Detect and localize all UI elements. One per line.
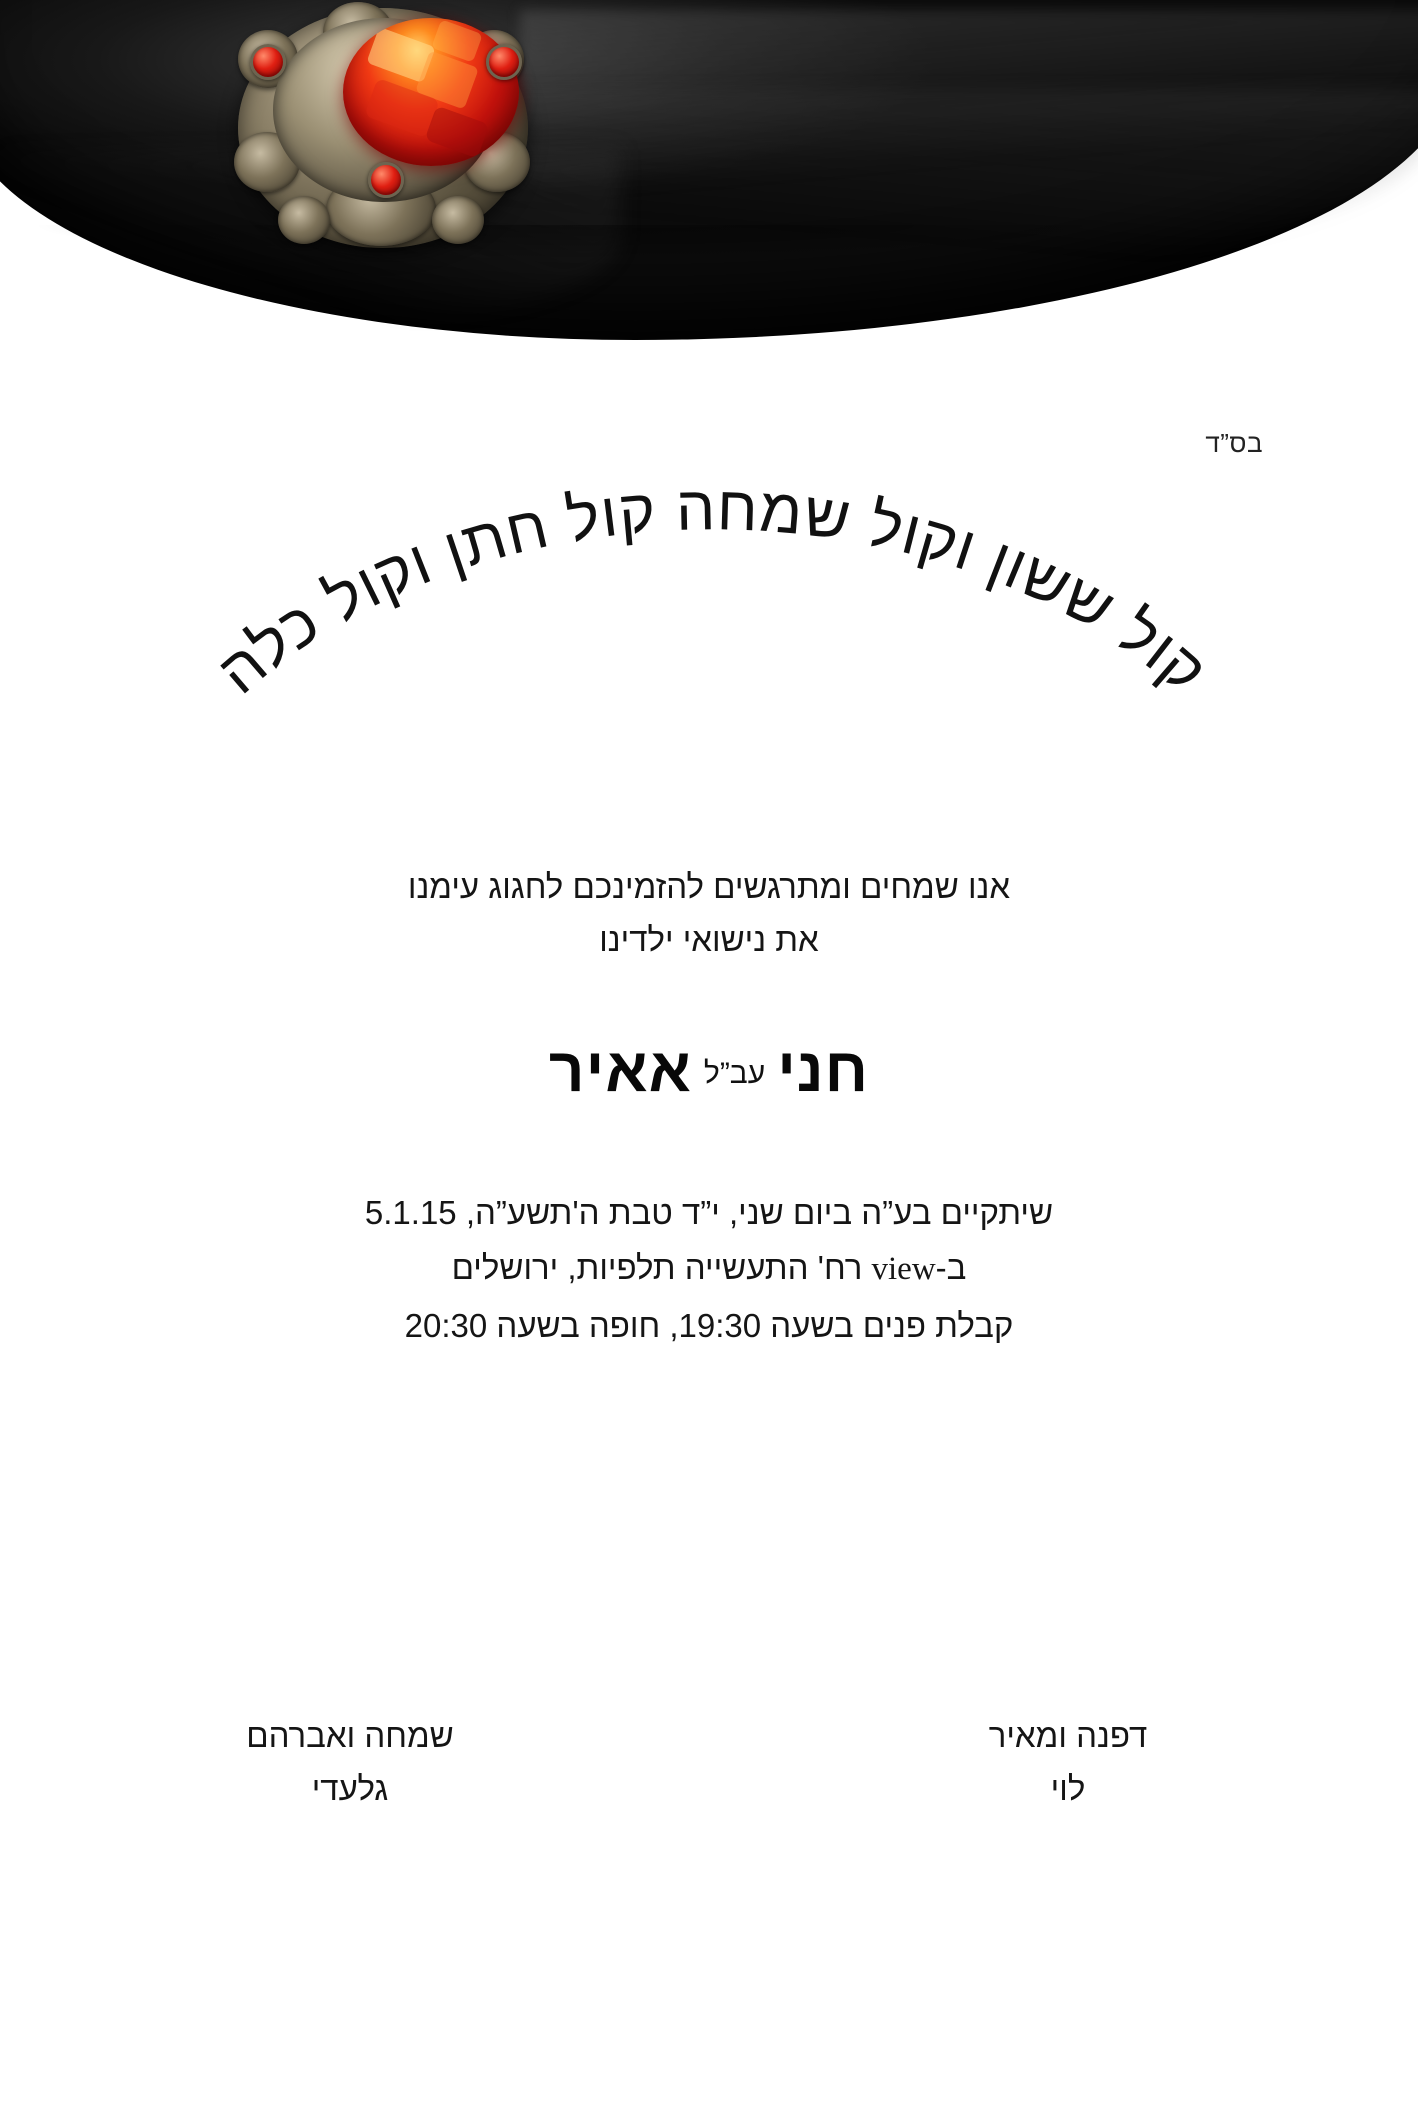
venue-prefix: ב- [935, 1249, 967, 1287]
event-time-line: קבלת פנים בשעה 19:30, חופה בשעה 20:30 [404, 1306, 1014, 1344]
accent-gem-icon [250, 44, 286, 80]
venue-name: view [871, 1251, 936, 1288]
names-connector: עב”ל [703, 1057, 766, 1090]
invitation-intro [0, 860, 1418, 967]
venue-address: רח' התעשייה תלפיות, ירושלים [451, 1249, 872, 1287]
accent-gem-icon [486, 44, 522, 80]
event-date-line: שיתקיים בע”ה ביום שני, י”ד טבת ה'תשע”ה, 5.1.15 [364, 1194, 1054, 1231]
intro-line-1: אנו שמחים ומתרגשים להזמינכם לחגוג עימנו [407, 868, 1011, 905]
event-details [0, 1185, 1418, 1353]
ruby-gem-icon [343, 18, 519, 166]
bride-name: חני [777, 1036, 870, 1105]
brooch-filigree [278, 196, 330, 244]
accent-gem-icon [368, 162, 404, 198]
bsd-mark: בס”ד [1205, 428, 1263, 458]
parents-right-names: שמחה ואברהם [246, 1717, 454, 1754]
parents-left-names: דפנה ומאיר [988, 1717, 1148, 1754]
arched-headline-text: קול ששון וקול שמחה קול חתן וקול כלה [205, 474, 1220, 708]
parents-left [908, 1710, 1228, 1816]
gem-facet [425, 106, 490, 159]
brooch-filigree [432, 196, 484, 244]
arched-headline [0, 460, 1418, 860]
banner-shadow [0, 225, 1418, 285]
couple-names [0, 1035, 1418, 1106]
invitation-sheet [0, 300, 1418, 2126]
intro-line-2: את נישואי ילדינו [599, 921, 819, 959]
ruby-brooch-icon [228, 0, 538, 260]
parents-right [190, 1710, 510, 1816]
parents-right-family: גלעדי [311, 1769, 389, 1807]
groom-name: אאיר [548, 1036, 692, 1105]
parents-section [0, 1710, 1418, 1816]
parents-left-family: לוי [1050, 1769, 1086, 1807]
event-venue-line [0, 1240, 1418, 1297]
